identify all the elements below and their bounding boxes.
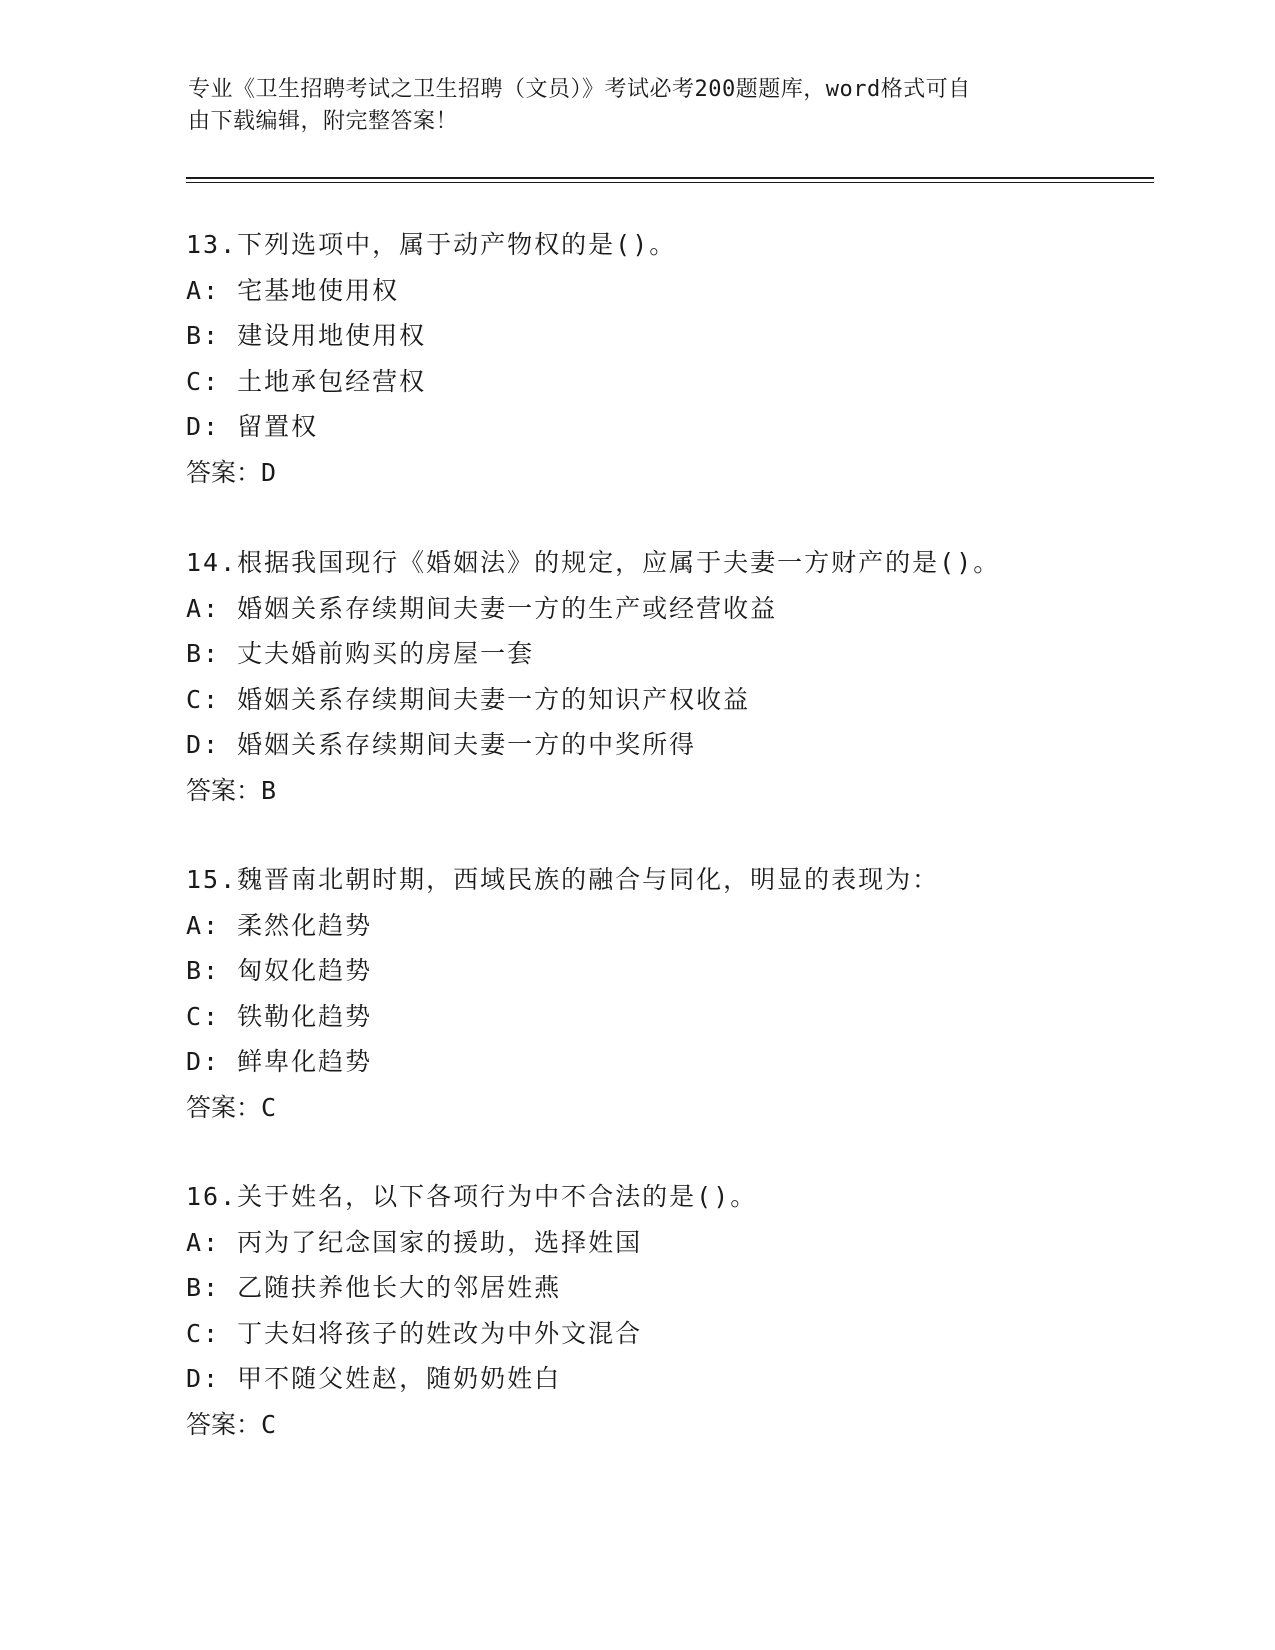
question-15 — [186, 857, 1186, 1130]
question-stem: 15.魏晋南北朝时期，西域民族的融合与同化，明显的表现为： — [186, 865, 940, 894]
answer-line — [186, 450, 1186, 496]
option-c: C: 铁勒化趋势 — [186, 1001, 373, 1031]
answer-line — [186, 1402, 1186, 1448]
option-c: C: 土地承包经营权 — [186, 366, 427, 396]
answer-value: C — [261, 1092, 277, 1122]
question-16 — [186, 1174, 1186, 1447]
answer-value: D — [261, 457, 277, 487]
option-b: B: 乙随扶养他长大的邻居姓燕 — [186, 1273, 562, 1302]
option-d: D: 留置权 — [186, 412, 319, 441]
option-d: D: 甲不随父姓赵，随奶奶姓白 — [186, 1364, 562, 1393]
question-13 — [186, 222, 1186, 495]
question-stem: 14.根据我国现行《婚姻法》的规定，应属于夫妻一方财产的是()。 — [186, 548, 1001, 577]
answer-label: 答案： — [186, 1409, 262, 1439]
option-c: C: 丁夫妇将孩子的姓改为中外文混合 — [186, 1318, 643, 1348]
option-a: A: 宅基地使用权 — [186, 275, 400, 305]
question-stem: 13.下列选项中，属于动产物权的是()。 — [186, 230, 677, 259]
option-c: C: 婚姻关系存续期间夫妻一方的知识产权收益 — [186, 684, 751, 714]
option-b: B: 匈奴化趋势 — [186, 956, 373, 985]
header-divider-thick — [186, 177, 1154, 179]
answer-value: C — [261, 1409, 277, 1439]
option-d: D: 鲜卑化趋势 — [186, 1047, 373, 1076]
header-line-2: 由下载编辑，附完整答案！ — [188, 109, 459, 134]
answer-label: 答案： — [186, 775, 262, 805]
document-header — [188, 74, 1088, 138]
answer-line — [186, 768, 1186, 814]
answer-label: 答案： — [186, 1092, 262, 1122]
answer-label: 答案： — [186, 457, 262, 487]
header-divider-thin — [186, 182, 1154, 183]
option-b: B: 建设用地使用权 — [186, 321, 427, 350]
option-a: A: 婚姻关系存续期间夫妻一方的生产或经营收益 — [186, 593, 778, 623]
option-a: A: 丙为了纪念国家的援助，选择姓国 — [186, 1227, 643, 1257]
option-b: B: 丈夫婚前购买的房屋一套 — [186, 639, 535, 668]
option-a: A: 柔然化趋势 — [186, 910, 373, 940]
question-14 — [186, 540, 1186, 813]
question-stem: 16.关于姓名，以下各项行为中不合法的是()。 — [186, 1182, 758, 1211]
option-d: D: 婚姻关系存续期间夫妻一方的中奖所得 — [186, 730, 697, 759]
answer-value: B — [261, 775, 277, 805]
answer-line — [186, 1085, 1186, 1131]
header-line-1: 专业《卫生招聘考试之卫生招聘（文员）》考试必考200题题库，word格式可自 — [188, 77, 971, 102]
